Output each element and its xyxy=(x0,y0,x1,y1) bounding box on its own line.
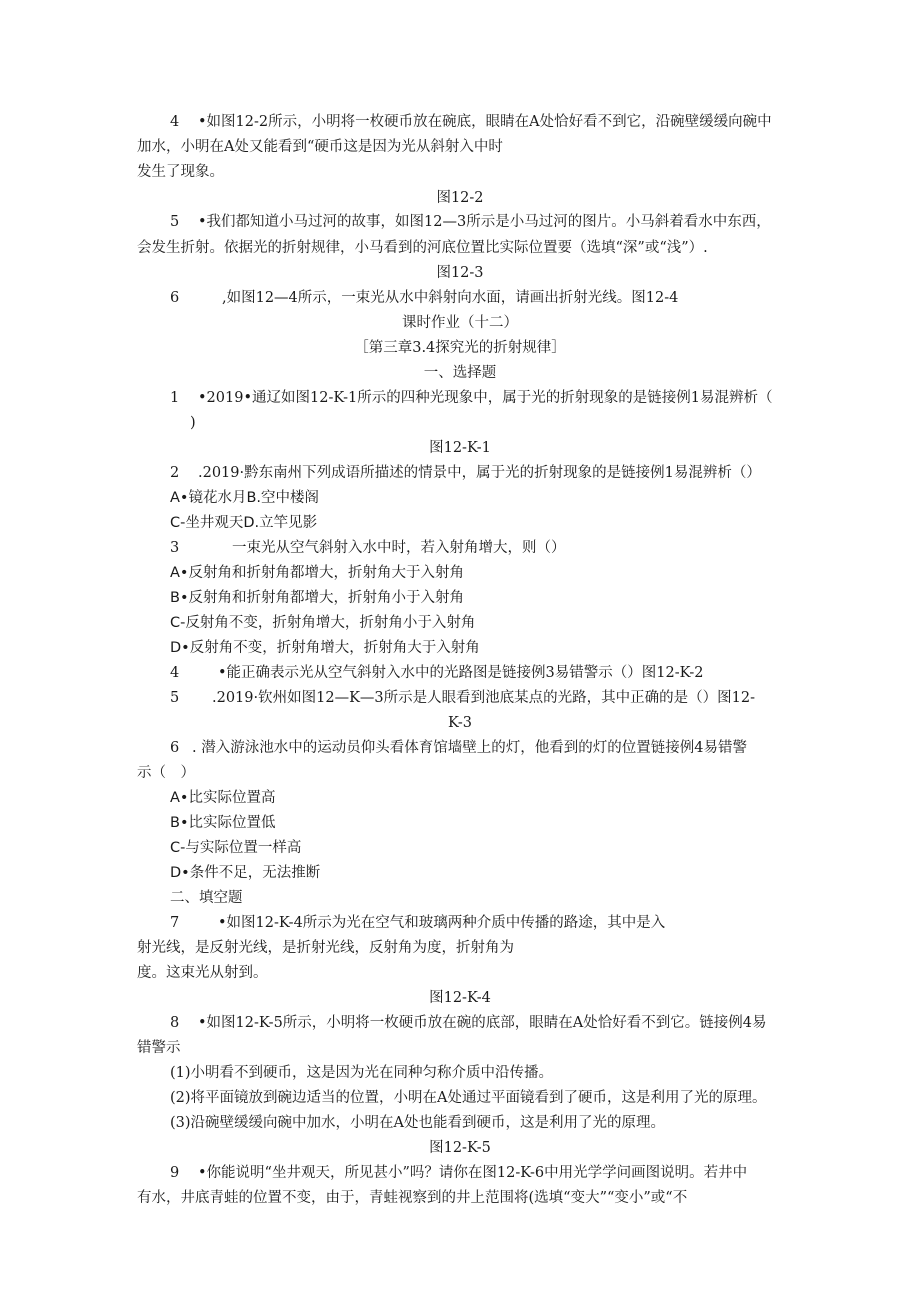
k7-line-1: 7 •如图12-K-4所示为光在空气和玻璃两种介质中传播的路途，其中是入 xyxy=(170,915,666,931)
k9-line-2: 有水，井底青蛙的位置不变，由于，青蛙视察到的井上范围将(选填“变大”“变小”或“不 xyxy=(137,1190,688,1206)
k2-option-ab: A•镜花水月B.空中楼阁 xyxy=(170,490,320,506)
q4-line-3: 发生了现象。 xyxy=(137,164,224,180)
k6-line-1: 6 . 潜入游泳池水中的运动员仰头看体育馆墙壁上的灯，他看到的灯的位置链接例4易错警 xyxy=(170,740,747,756)
figure-caption: 图12-3 xyxy=(436,265,484,281)
k3-line-1: 3 一束光从空气斜射入水中时，若入射角增大，则（） xyxy=(170,540,566,556)
q5-line-1: 5 •我们都知道小马过河的故事，如图12—3所示是小马过河的图片。小马斜着看水中东西， xyxy=(170,214,771,230)
k8-part-2: (2)将平面镜放到碗边适当的位置，小明在A处通过平面镜看到了硬币，这是利用了光的原理。 xyxy=(170,1090,767,1106)
k2-line-1: 2 .2019·黔东南州下列成语所描述的情景中，属于光的折射现象的是链接例1易混辨析（） xyxy=(170,465,761,481)
k9-line-1: 9 •你能说明“坐井观天，所见甚小”吗？请你在图12-K-6中用光学学问画图说明。若井中 xyxy=(170,1165,748,1181)
k3-option-a: A•反射角和折射角都增大，折射角大于入射角 xyxy=(170,565,464,581)
k6-option-a: A•比实际位置高 xyxy=(170,790,276,806)
figure-caption: 图12-K-4 xyxy=(429,990,491,1006)
k6-line-2: 示（ ） xyxy=(137,765,195,781)
k8-line-1: 8 •如图12-K-5所示，小明将一枚硬币放在碗的底部，眼睛在A处恰好看不到它。链接例4易 xyxy=(170,1015,767,1031)
figure-caption: 图12-2 xyxy=(436,190,484,206)
k5-line-2: K-3 xyxy=(448,715,472,731)
k3-option-d: D•反射角不变，折射角增大，折射角大于入射角 xyxy=(170,640,480,656)
q6-line-1: 6 ,如图12—4所示，一束光从水中斜射向水面，请画出折射光线。图12-4 xyxy=(170,290,679,306)
k7-line-3: 度。这束光从射到。 xyxy=(137,965,268,981)
k7-line-2: 射光线，是反射光线，是折射光线，反射角为度，折射角为 xyxy=(137,940,514,956)
k6-option-c: C-与实际位置一样高 xyxy=(170,840,302,856)
k6-option-d: D•条件不足，无法推断 xyxy=(170,865,321,881)
section-title: 课时作业（十二） xyxy=(402,315,518,331)
k8-part-1: (1)小明看不到硬币，这是因为光在同种匀称介质中沿传播。 xyxy=(170,1065,554,1081)
q4-line-1: 4 •如图12-2所示，小明将一枚硬币放在碗底，眼睛在A处恰好看不到它，沿碗壁缓缓向碗中 xyxy=(170,114,772,130)
section-subtitle: ［第三章3.4探究光的折射规律］ xyxy=(354,340,566,356)
k8-line-2: 错警示 xyxy=(137,1040,181,1056)
k1-line-1: 1 •2019•通辽如图12-K-1所示的四种光现象中，属于光的折射现象的是链接例1易混辨析（ xyxy=(170,390,773,406)
section-heading: 二、填空题 xyxy=(170,890,243,906)
figure-caption: 图12-K-5 xyxy=(429,1140,491,1156)
k8-part-3: (3)沿碗壁缓缓向碗中加水，小明在A处也能看到硬币，这是利用了光的原理。 xyxy=(170,1115,666,1131)
k2-option-cd: C-坐井观天D.立竿见影 xyxy=(170,515,318,531)
figure-caption: 图12-K-1 xyxy=(429,440,491,456)
q5-line-2: 会发生折射。依据光的折射规律，小马看到的河底位置比实际位置要（选填“深”或“浅”）. xyxy=(137,240,708,256)
k3-option-b: B•反射角和折射角都增大，折射角小于入射角 xyxy=(170,590,464,606)
k1-line-2: ) xyxy=(190,415,196,431)
q4-line-2: 加水，小明在A处又能看到“硬币这是因为光从斜射入中时 xyxy=(137,139,503,155)
k4-line-1: 4 •能正确表示光从空气斜射入水中的光路图是链接例3易错警示（）图12-K-2 xyxy=(170,665,704,681)
k5-line-1: 5 .2019·钦州如图12—K—3所示是人眼看到池底某点的光路，其中正确的是（）图12- xyxy=(170,690,755,706)
section-heading: 一、选择题 xyxy=(423,365,497,381)
k3-option-c: C-反射角不变，折射角增大，折射角小于入射角 xyxy=(170,615,476,631)
k6-option-b: B•比实际位置低 xyxy=(170,815,276,831)
